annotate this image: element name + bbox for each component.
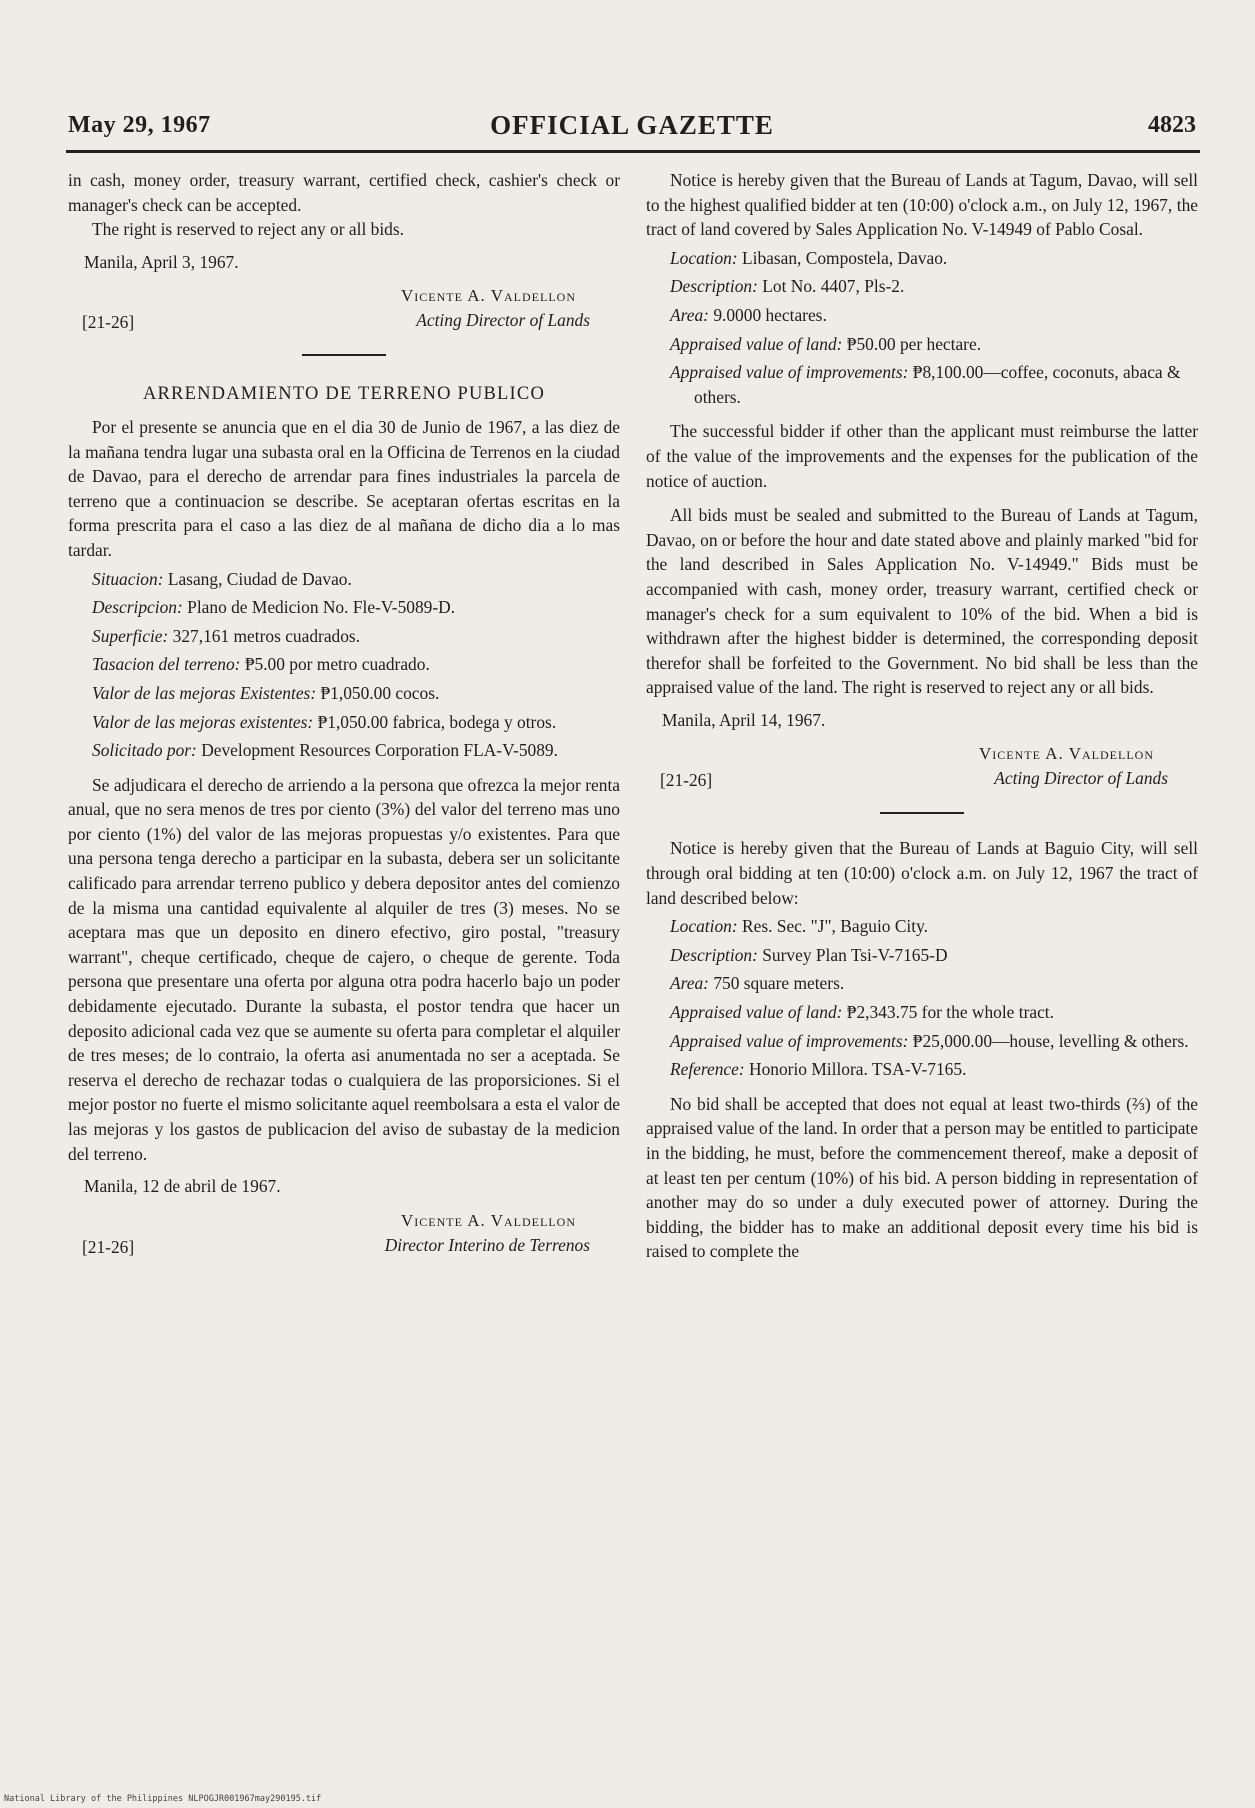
notice-date: Manila, April 3, 1967.: [84, 251, 239, 272]
spec-label: Area:: [670, 304, 709, 325]
spec-item: [646, 971, 1198, 996]
spec-value: 327,161 metros cuadrados.: [172, 625, 361, 646]
spec-label: Valor de las mejoras existentes:: [92, 711, 314, 732]
spec-value: Development Resources Corporation FLA-V-5089.: [201, 740, 558, 761]
spec-item: [646, 332, 1198, 357]
spec-item: [68, 710, 620, 735]
spec-item: [646, 1057, 1198, 1082]
spec-item: [68, 567, 620, 592]
land-specs: [646, 246, 1198, 410]
spec-value: Lasang, Ciudad de Davao.: [167, 568, 352, 589]
spec-item: [646, 246, 1198, 271]
spec-value: ₱50.00 per hectare.: [846, 333, 982, 354]
page-number: 4823: [1148, 112, 1196, 138]
right-column: [646, 168, 1198, 1264]
spec-item: [646, 1000, 1198, 1025]
land-specs: [68, 567, 620, 763]
spec-label: Valor de las mejoras Existentes:: [92, 682, 317, 703]
left-column: [68, 168, 620, 1267]
spec-item: [646, 360, 1198, 409]
spec-label: Solicitado por:: [92, 740, 197, 761]
issue-code: [21-26]: [82, 312, 135, 333]
spec-item: [646, 274, 1198, 299]
spec-label: Area:: [670, 973, 709, 994]
scan-footer: National Library of the Philippines NLPOGJR001967may290195.tif: [4, 1794, 322, 1804]
notice-intro: Notice is hereby given that the Bureau of Lands at Tagum, Davao, will sell to the highest qualified bidder at ten (10:00) o'clock a.m., on July 12, 1967, the tract of land covered by Sales Application No. V-14949 of Pablo Cosal.: [646, 170, 1198, 240]
spec-item: [646, 943, 1198, 968]
spec-value: Libasan, Compostela, Davao.: [742, 247, 948, 268]
signatory-title: Acting Director of Lands: [416, 310, 590, 331]
notice-body: Se adjudicara el derecho de arriendo a la persona que ofrezca la mejor renta anual, que no sera menos de tres por ciento (3%) del valor del terreno mas uno por ciento (1%) del valor de las mejoras propuestas y/o existentes. Para que una persona tenga derecho a participar en la subasta, debera ser un solicitante calificado para arrendar terreno publico y debera depositor antes del comienzo de la misma una cantidad equivalente al alquiler de tres (3) meses. No se aceptara mas que un deposito en dinero efectivo, giro postal, "treasury warrant", cheque certificado, cheque de cajero, o cheque de gerente. Toda persona que presentare una oferta por alguna otra podra hacerlo bajo un poder debidamente ejecutado. Durante la subasta, el postor tendra que hacer un deposito adicional cada vez que se aumente su oferta para completar el alquiler de tres meses; de lo contraio, la oferta asi anumentada no ser a aceptada. Se reserva el derecho de rechazar todas o cualquiera de las proporsiciones. Si el mejor postor no fuerte el mismo solicitante aquel reembolsara a esta el valor de las mejoras y los gastos de publicacion del aviso de subastay de la medicion del terreno.: [68, 774, 620, 1164]
spec-label: Reference:: [670, 1059, 745, 1080]
spec-value: Lot No. 4407, Pls-2.: [762, 276, 905, 297]
notice-intro: Notice is hereby given that the Bureau of Lands at Baguio City, will sell through oral bidding at ten (10:00) o'clock a.m. on July 12, 1967 the tract of land described below:: [646, 838, 1198, 908]
spec-label: Location:: [670, 247, 738, 268]
spec-item: [68, 624, 620, 649]
spec-item: [646, 1029, 1198, 1054]
reimburse-paragraph: The successful bidder if other than the applicant must reimburse the latter of the value of the improvements and the expenses for the publication of the notice of auction.: [646, 421, 1198, 491]
notice-date: Manila, April 14, 1967.: [662, 709, 826, 730]
spec-label: Descripcion:: [92, 597, 183, 618]
spec-value: ₱2,343.75 for the whole tract.: [846, 1002, 1054, 1023]
reserve-right-paragraph: The right is reserved to reject any or all bids.: [92, 219, 404, 240]
signatory-name: Vicente A. Valdellon: [401, 1210, 576, 1230]
notice-date: Manila, 12 de abril de 1967.: [84, 1176, 281, 1197]
spec-label: Description:: [670, 276, 758, 297]
spec-label: Superficie:: [92, 625, 169, 646]
issue-date: May 29, 1967: [68, 112, 211, 138]
spec-value: Plano de Medicion No. Fle-V-5089-D.: [187, 597, 456, 618]
spec-value: ₱5.00 por metro cuadrado.: [244, 654, 430, 675]
spec-item: [68, 681, 620, 706]
section-divider: [880, 812, 964, 814]
issue-code: [21-26]: [660, 770, 713, 791]
spec-value: 750 square meters.: [713, 973, 845, 994]
spec-label: Appraised value of land:: [670, 333, 843, 354]
spec-label: Description:: [670, 944, 758, 965]
section-divider: [302, 354, 386, 356]
signature-block: [68, 1209, 620, 1267]
signature-block: [68, 284, 620, 342]
spec-label: Appraised value of improvements:: [670, 1030, 909, 1051]
continued-paragraph: in cash, money order, treasury warrant, certified check, cashier's check or manager's check can be accepted.: [68, 170, 620, 215]
notice-body: No bid shall be accepted that does not equal at least two-thirds (⅔) of the appraised value of the land. In order that a person may be entitled to participate in the bidding, he must, before the commencement thereof, make a deposit of at least ten per centum (10%) of his bid. A person bidding in representation of another may do so under a duly executed power of attorney. During the bidding, the bidder has to make an additional deposit every time his bid is raised to complete the: [646, 1093, 1198, 1262]
signatory-name: Vicente A. Valdellon: [979, 744, 1154, 764]
page-header: [68, 106, 1196, 146]
spec-label: Location:: [670, 916, 738, 937]
issue-code: [21-26]: [82, 1236, 135, 1257]
signatory-title: Director Interino de Terrenos: [384, 1234, 590, 1255]
spec-value: Survey Plan Tsi-V-7165-D: [762, 944, 948, 965]
spec-item: [68, 595, 620, 620]
spec-value: 9.0000 hectares.: [713, 304, 827, 325]
spec-label: Situacion:: [92, 568, 164, 589]
spec-item: [646, 303, 1198, 328]
spec-value: ₱1,050.00 cocos.: [320, 682, 440, 703]
signatory-name: Vicente A. Valdellon: [401, 286, 576, 306]
spec-item: [646, 914, 1198, 939]
signature-block: [646, 742, 1198, 800]
spec-value: ₱25,000.00—house, levelling & others.: [912, 1030, 1189, 1051]
spec-label: Appraised value of improvements:: [670, 362, 909, 383]
spec-label: Tasacion del terreno:: [92, 654, 241, 675]
spec-item: [68, 652, 620, 677]
signatory-title: Acting Director of Lands: [994, 768, 1168, 789]
notice-heading: ARRENDAMIENTO DE TERRENO PUBLICO: [142, 384, 546, 405]
spec-item: [68, 738, 620, 763]
spec-label: Appraised value of land:: [670, 1002, 843, 1023]
publication-title: OFFICIAL GAZETTE: [490, 110, 774, 140]
spec-value: ₱8,100.00—coffee, coconuts, abaca & others.: [694, 362, 1181, 407]
header-rule: [66, 150, 1200, 153]
notice-intro: Por el presente se anuncia que en el dia 30 de Junio de 1967, a las diez de la mañana tendra lugar una subasta oral en la Officina de Terrenos en la ciudad de Davao, para el derecho de arrendar para fines industriales la parcela de terreno que a continuacion se describe. Se aceptaran ofertas escritas en la forma prescrita para el caso a las diez de al mañana de dicho dia a lo mas tardar.: [68, 416, 620, 560]
bids-paragraph: All bids must be sealed and submitted to the Bureau of Lands at Tagum, Davao, on or before the hour and date stated above and plainly marked "bid for the land described in Sales Application No. V-14949." Bids must be accompanied with cash, money order, treasury warrant, certified check or manager's check for a sum equivalent to 10% of the bid. When a bid is withdrawn after the highest bidder is determined, the corresponding deposit therefor shall be forfeited to the Government. No bid shall be less than the appraised value of the land. The right is reserved to reject any or all bids.: [646, 505, 1198, 698]
spec-value: Honorio Millora. TSA-V-7165.: [749, 1059, 967, 1080]
spec-value: ₱1,050.00 fabrica, bodega y otros.: [317, 711, 557, 732]
spec-value: Res. Sec. "J", Baguio City.: [742, 916, 929, 937]
land-specs: [646, 914, 1198, 1082]
